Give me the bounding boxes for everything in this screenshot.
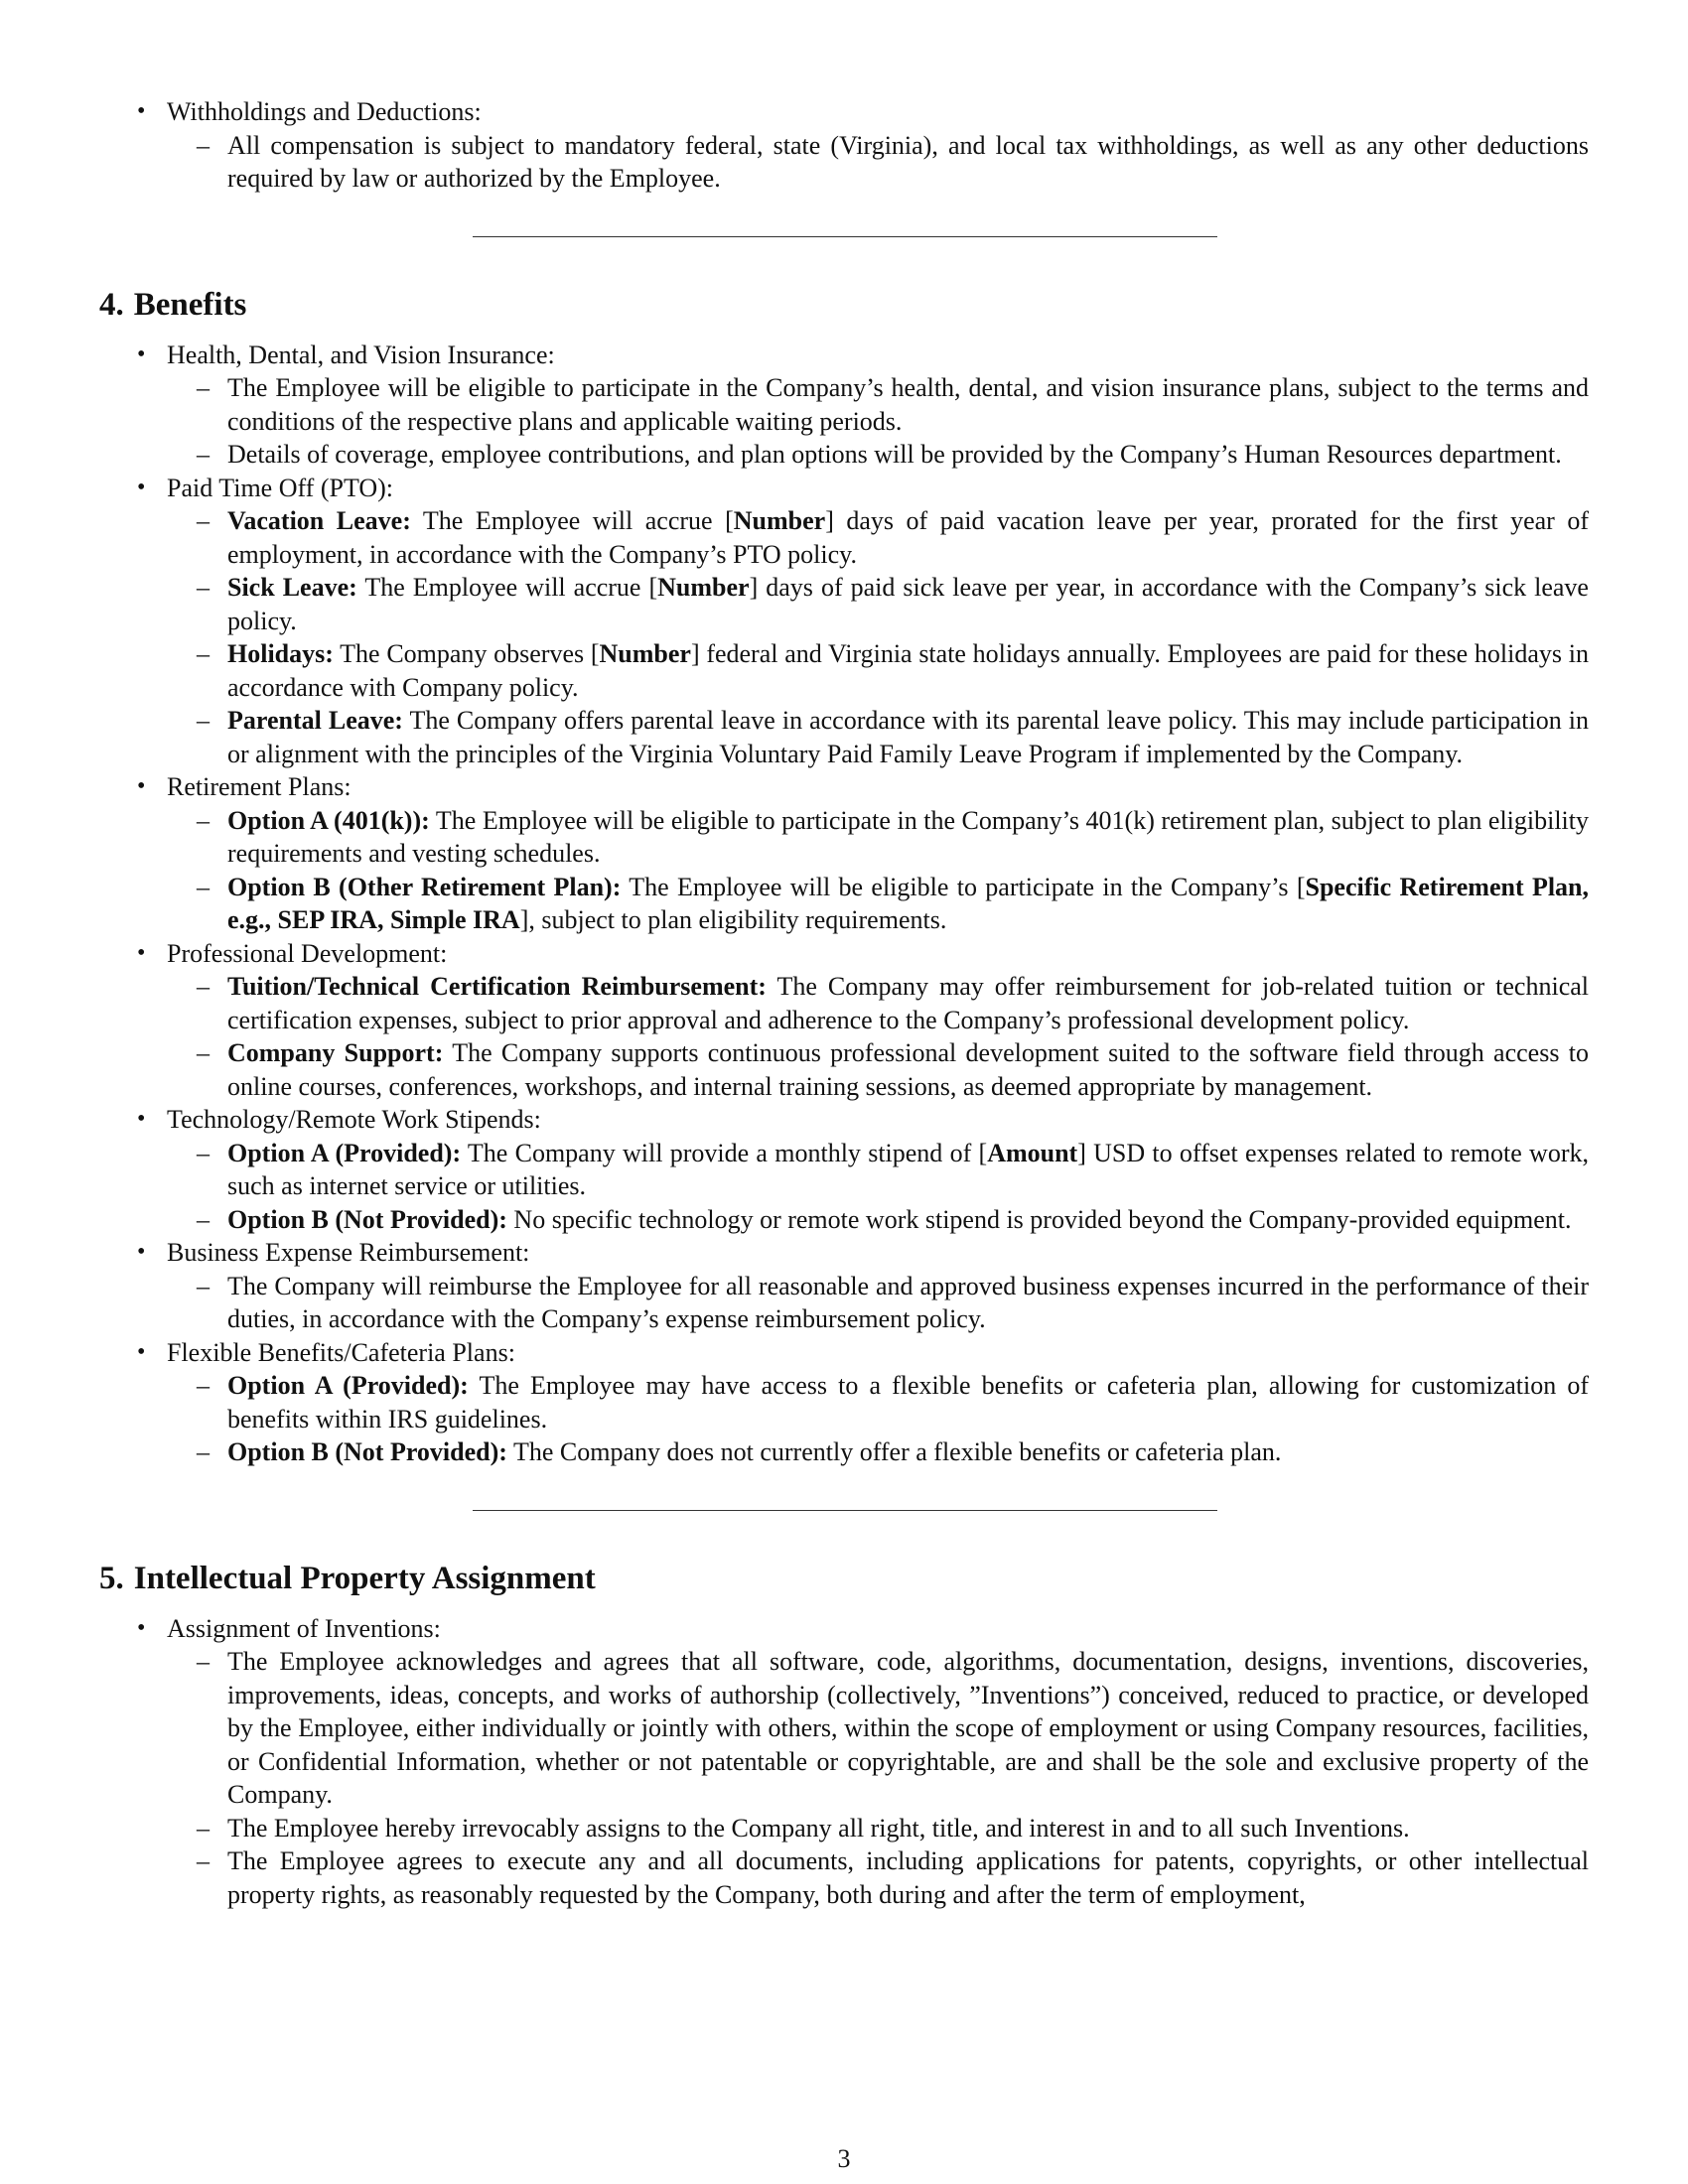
item-text: No specific technology or remote work stipend is provided beyond the Company-provided equipment.	[506, 1204, 1572, 1234]
item-label: Holidays:	[227, 639, 334, 668]
item-text: The Company observes [	[333, 639, 600, 668]
item-text: ] days of paid vacation leave per year, prorated for the first year of employment, in accordance with the Company’s PTO policy.	[227, 506, 1589, 569]
placeholder-text: Number	[733, 506, 826, 535]
list-item	[99, 1612, 1589, 1912]
item-text: The Company supports continuous professional development suited to the software field through access to online courses, conferences, workshops, and internal training sessions, as deemed appropriate by management.	[227, 1038, 1589, 1101]
dash-icon: –	[197, 506, 210, 535]
benefits-list	[99, 339, 1589, 1469]
ip-list	[99, 1612, 1589, 1912]
stipends-heading: Technology/Remote Work Stipends:	[167, 1105, 541, 1134]
item-label: Parental Leave:	[227, 706, 403, 735]
dash-icon: –	[197, 1038, 210, 1067]
dash-icon: –	[197, 1846, 210, 1875]
list-item	[167, 571, 1589, 637]
section-divider	[473, 1510, 1217, 1511]
list-item	[99, 95, 1589, 196]
item-text: The Employee will be eligible to participate in the Company’s health, dental, and vision insurance plans, subject to the terms and conditions of the respective plans and applicable waiting periods.	[227, 373, 1589, 436]
placeholder-text: Amount	[987, 1138, 1078, 1167]
list-item	[99, 1336, 1589, 1469]
item-text: ] USD to offset expenses related to remote work, such as internet service or utilities.	[227, 1138, 1589, 1200]
list-item	[167, 1203, 1589, 1237]
dash-icon: –	[197, 805, 210, 835]
list-item	[167, 1844, 1589, 1911]
section-divider	[473, 236, 1217, 237]
item-label: Option B (Not Provided):	[227, 1437, 507, 1466]
dash-icon: –	[197, 573, 210, 602]
dash-icon: –	[197, 872, 210, 901]
list-item	[167, 637, 1589, 704]
bullet-icon: •	[137, 1106, 146, 1132]
retirement-heading: Retirement Plans:	[167, 772, 352, 801]
bullet-icon: •	[137, 1614, 146, 1641]
list-item	[167, 1369, 1589, 1435]
dash-icon: –	[197, 1813, 210, 1843]
withholdings-list	[99, 95, 1589, 196]
section-heading-benefits	[99, 285, 1589, 325]
item-label: Option B (Not Provided):	[227, 1204, 507, 1234]
dash-icon: –	[197, 1138, 210, 1167]
list-item	[167, 1435, 1589, 1469]
list-item	[99, 1103, 1589, 1236]
dash-icon: –	[197, 1371, 210, 1400]
item-text: The Employee will be eligible to participate in the Company’s 401(k) retirement plan, subject to plan eligibility requirements and vesting schedules.	[227, 805, 1590, 868]
item-text: The Company will reimburse the Employee for all reasonable and approved business expenses incurred in the performance of their duties, in accordance with the Company’s expense reimbursement policy.	[227, 1271, 1589, 1333]
placeholder-text: Specific Retirement Plan, e.g., SEP IRA, Simple IRA	[227, 872, 1590, 934]
item-text: ] days of paid sick leave per year, in accordance with the Company’s sick leave policy.	[227, 573, 1589, 635]
item-text: Details of coverage, employee contributions, and plan options will be provided by the Company’s Human Resources department.	[227, 440, 1562, 469]
placeholder-text: Number	[657, 573, 750, 602]
item-label: Sick Leave:	[227, 573, 357, 602]
list-item	[167, 1036, 1589, 1103]
item-text: The Employee will be eligible to participate in the Company’s [	[621, 872, 1306, 901]
bullet-icon: •	[137, 1338, 146, 1365]
flexible-heading: Flexible Benefits/Cafeteria Plans:	[167, 1337, 515, 1367]
item-text: The Company does not currently offer a flexible benefits or cafeteria plan.	[506, 1437, 1282, 1466]
bullet-icon: •	[137, 1239, 146, 1265]
item-text: ], subject to plan eligibility requirements.	[519, 905, 947, 934]
bullet-icon: •	[137, 341, 146, 367]
health-heading: Health, Dental, and Vision Insurance:	[167, 340, 555, 369]
placeholder-text: Number	[599, 639, 691, 668]
pto-heading: Paid Time Off (PTO):	[167, 473, 394, 502]
dash-icon: –	[197, 1204, 210, 1234]
list-item	[167, 1812, 1589, 1845]
bullet-icon: •	[137, 773, 146, 799]
dash-icon: –	[197, 373, 210, 402]
withholdings-heading: Withholdings and Deductions:	[167, 97, 482, 126]
bullet-icon: •	[137, 98, 146, 124]
dash-icon: –	[197, 1271, 210, 1300]
item-text: The Employee will accrue [	[410, 506, 734, 535]
list-item	[167, 1137, 1589, 1203]
dash-icon: –	[197, 130, 210, 160]
list-item	[99, 472, 1589, 771]
list-item	[99, 937, 1589, 1104]
expense-heading: Business Expense Reimbursement:	[167, 1238, 530, 1267]
dash-icon: –	[197, 440, 210, 469]
item-text: ] federal and Virginia state holidays annually. Employees are paid for these holidays in accordance with Company policy.	[227, 639, 1589, 702]
section-title: Benefits	[133, 286, 247, 323]
dash-icon: –	[197, 639, 210, 668]
dash-icon: –	[197, 972, 210, 1001]
item-label: Option A (Provided):	[227, 1138, 462, 1167]
page-number: 3	[837, 2144, 851, 2173]
dash-icon: –	[197, 1647, 210, 1676]
item-text: The Company may offer reimbursement for job-related tuition or technical certification expenses, subject to prior approval and adherence to the Company’s professional development policy.	[227, 972, 1589, 1034]
item-label: Company Support:	[227, 1038, 444, 1067]
development-heading: Professional Development:	[167, 938, 448, 968]
item-text: The Employee agrees to execute any and all documents, including applications for patents, copyrights, or other intellectual property rights, as reasonably requested by the Company, both during and after the term of employment,	[227, 1846, 1589, 1909]
item-label: Option A (401(k)):	[227, 805, 430, 835]
bullet-icon: •	[137, 939, 146, 966]
dash-icon: –	[197, 706, 210, 735]
withholdings-text: All compensation is subject to mandatory federal, state (Virginia), and local tax withholdings, as well as any other deductions required by law or authorized by the Employee.	[227, 130, 1589, 193]
list-item	[167, 871, 1589, 937]
item-label: Option B (Other Retirement Plan):	[227, 872, 622, 901]
list-item	[167, 804, 1589, 871]
item-text: The Employee may have access to a flexible benefits or cafeteria plan, allowing for customization of benefits within IRS guidelines.	[227, 1371, 1589, 1433]
list-item	[167, 704, 1589, 770]
document-page	[99, 95, 1589, 1911]
list-item	[99, 1236, 1589, 1336]
item-text: The Company will provide a monthly stipend of [	[461, 1138, 988, 1167]
section-number: 4.	[99, 286, 124, 323]
list-item	[167, 504, 1589, 571]
list-item	[99, 339, 1589, 472]
list-item	[167, 970, 1589, 1036]
section-number: 5.	[99, 1560, 124, 1596]
list-item	[167, 438, 1589, 472]
bullet-icon: •	[137, 474, 146, 500]
item-text: The Company offers parental leave in accordance with its parental leave policy. This may include participation in or alignment with the principles of the Virginia Voluntary Paid Family Leave Program if implemented by the Company.	[227, 706, 1589, 768]
dash-icon: –	[197, 1437, 210, 1466]
list-item	[99, 770, 1589, 937]
list-item	[167, 1645, 1589, 1812]
list-item	[167, 129, 1589, 196]
section-heading-ip	[99, 1559, 1589, 1598]
item-label: Vacation Leave:	[227, 506, 411, 535]
inventions-heading: Assignment of Inventions:	[167, 1613, 441, 1643]
item-label: Option A (Provided):	[227, 1371, 469, 1400]
list-item	[167, 1270, 1589, 1336]
item-text: The Employee will accrue [	[356, 573, 658, 602]
list-item	[167, 371, 1589, 438]
item-label: Tuition/Technical Certification Reimbursement:	[227, 972, 767, 1001]
item-text: The Employee acknowledges and agrees that all software, code, algorithms, documentation, designs, inventions, discoveries, improvements, ideas, concepts, and works of authorship (collectively, ”Inventions”) conceived, reduced to practice, or developed by the Employee, either individually or jointly with others, within the scope of employment or using Company resources, facilities, or Confidential Information, whether or not patentable or copyrightable, are and shall be the sole and exclusive property of the Company.	[227, 1647, 1589, 1809]
item-text: The Employee hereby irrevocably assigns to the Company all right, title, and interest in and to all such Inventions.	[227, 1813, 1410, 1843]
section-title: Intellectual Property Assignment	[133, 1560, 596, 1596]
